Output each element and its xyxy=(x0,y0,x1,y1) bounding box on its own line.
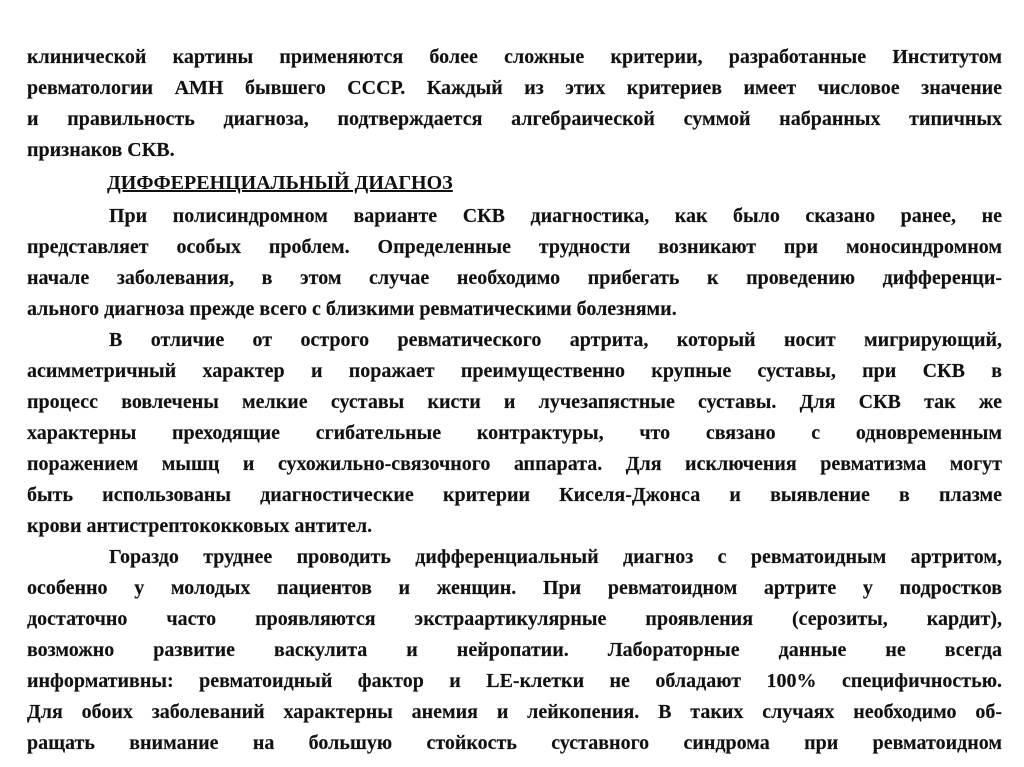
text-line: и правильность диагноза, подтверждается алгебраической суммой набранных типичных xyxy=(27,108,1002,130)
text-line: В отличие от острого ревматического артрита, который носит мигрирующий, xyxy=(109,329,1002,351)
text-line: быть использованы диагностические критерии Киселя-Джонса и выявление в плазме xyxy=(27,484,1002,506)
text-line: Гораздо труднее проводить дифференциальный диагноз с ревматоидным артритом, xyxy=(109,546,1002,568)
text-line: признаков СКВ. xyxy=(27,139,175,161)
section-heading xyxy=(27,168,1002,199)
intro-paragraph xyxy=(27,42,1002,166)
text-line: При полисиндромном варианте СКВ диагностика, как было сказано ранее, не xyxy=(109,205,1002,227)
text-line: ращать внимание на большую стойкость суставного синдрома при ревматоидном xyxy=(27,732,1002,754)
text-line: клинической картины применяются более сложные критерии, разработанные Институтом xyxy=(27,46,1002,68)
text-line: крови антистрептококковых антител. xyxy=(27,515,373,537)
text-line: Для обоих заболеваний характерны анемия и лейкопения. В таких случаях необходимо об- xyxy=(27,701,1002,723)
text-line: начале заболевания, в этом случае необходимо прибегать к проведению дифференци- xyxy=(27,267,1002,289)
text-line: асимметричный характер и поражает преимущественно крупные суставы, при СКВ в xyxy=(27,360,1002,382)
paragraph-2 xyxy=(27,325,1002,542)
text-line: процесс вовлечены мелкие суставы кисти и лучезапястные суставы. Для СКВ так же xyxy=(27,391,1002,413)
text-line: возможно развитие васкулита и нейропатии. Лабораторные данные не всегда xyxy=(27,639,1002,661)
text-line: поражением мышц и сухожильно-связочного аппарата. Для исключения ревматизма могут xyxy=(27,453,1002,475)
text-line: ального диагноза прежде всего с близкими ревматическими болезнями. xyxy=(27,298,677,320)
section-heading-text: ДИФФЕРЕНЦИАЛЬНЫЙ ДИАГНОЗ xyxy=(107,172,453,194)
text-line: характерны преходящие сгибательные контрактуры, что связано с одновременным xyxy=(27,422,1002,444)
text-line: информативны: ревматоидный фактор и LE-клетки не обладают 100% специфичностью. xyxy=(27,670,1002,692)
text-line: представляет особых проблем. Определенные трудности возникают при моносиндромном xyxy=(27,236,1002,258)
text-line: достаточно часто проявляются экстраартикулярные проявления (серозиты, кардит), xyxy=(27,608,1002,630)
paragraph-1 xyxy=(27,201,1002,325)
text-line: особенно у молодых пациентов и женщин. При ревматоидном артрите у подростков xyxy=(27,577,1002,599)
paragraph-3 xyxy=(27,542,1002,759)
text-line: ревматологии АМН бывшего СССР. Каждый из этих критериев имеет числовое значение xyxy=(27,77,1002,99)
